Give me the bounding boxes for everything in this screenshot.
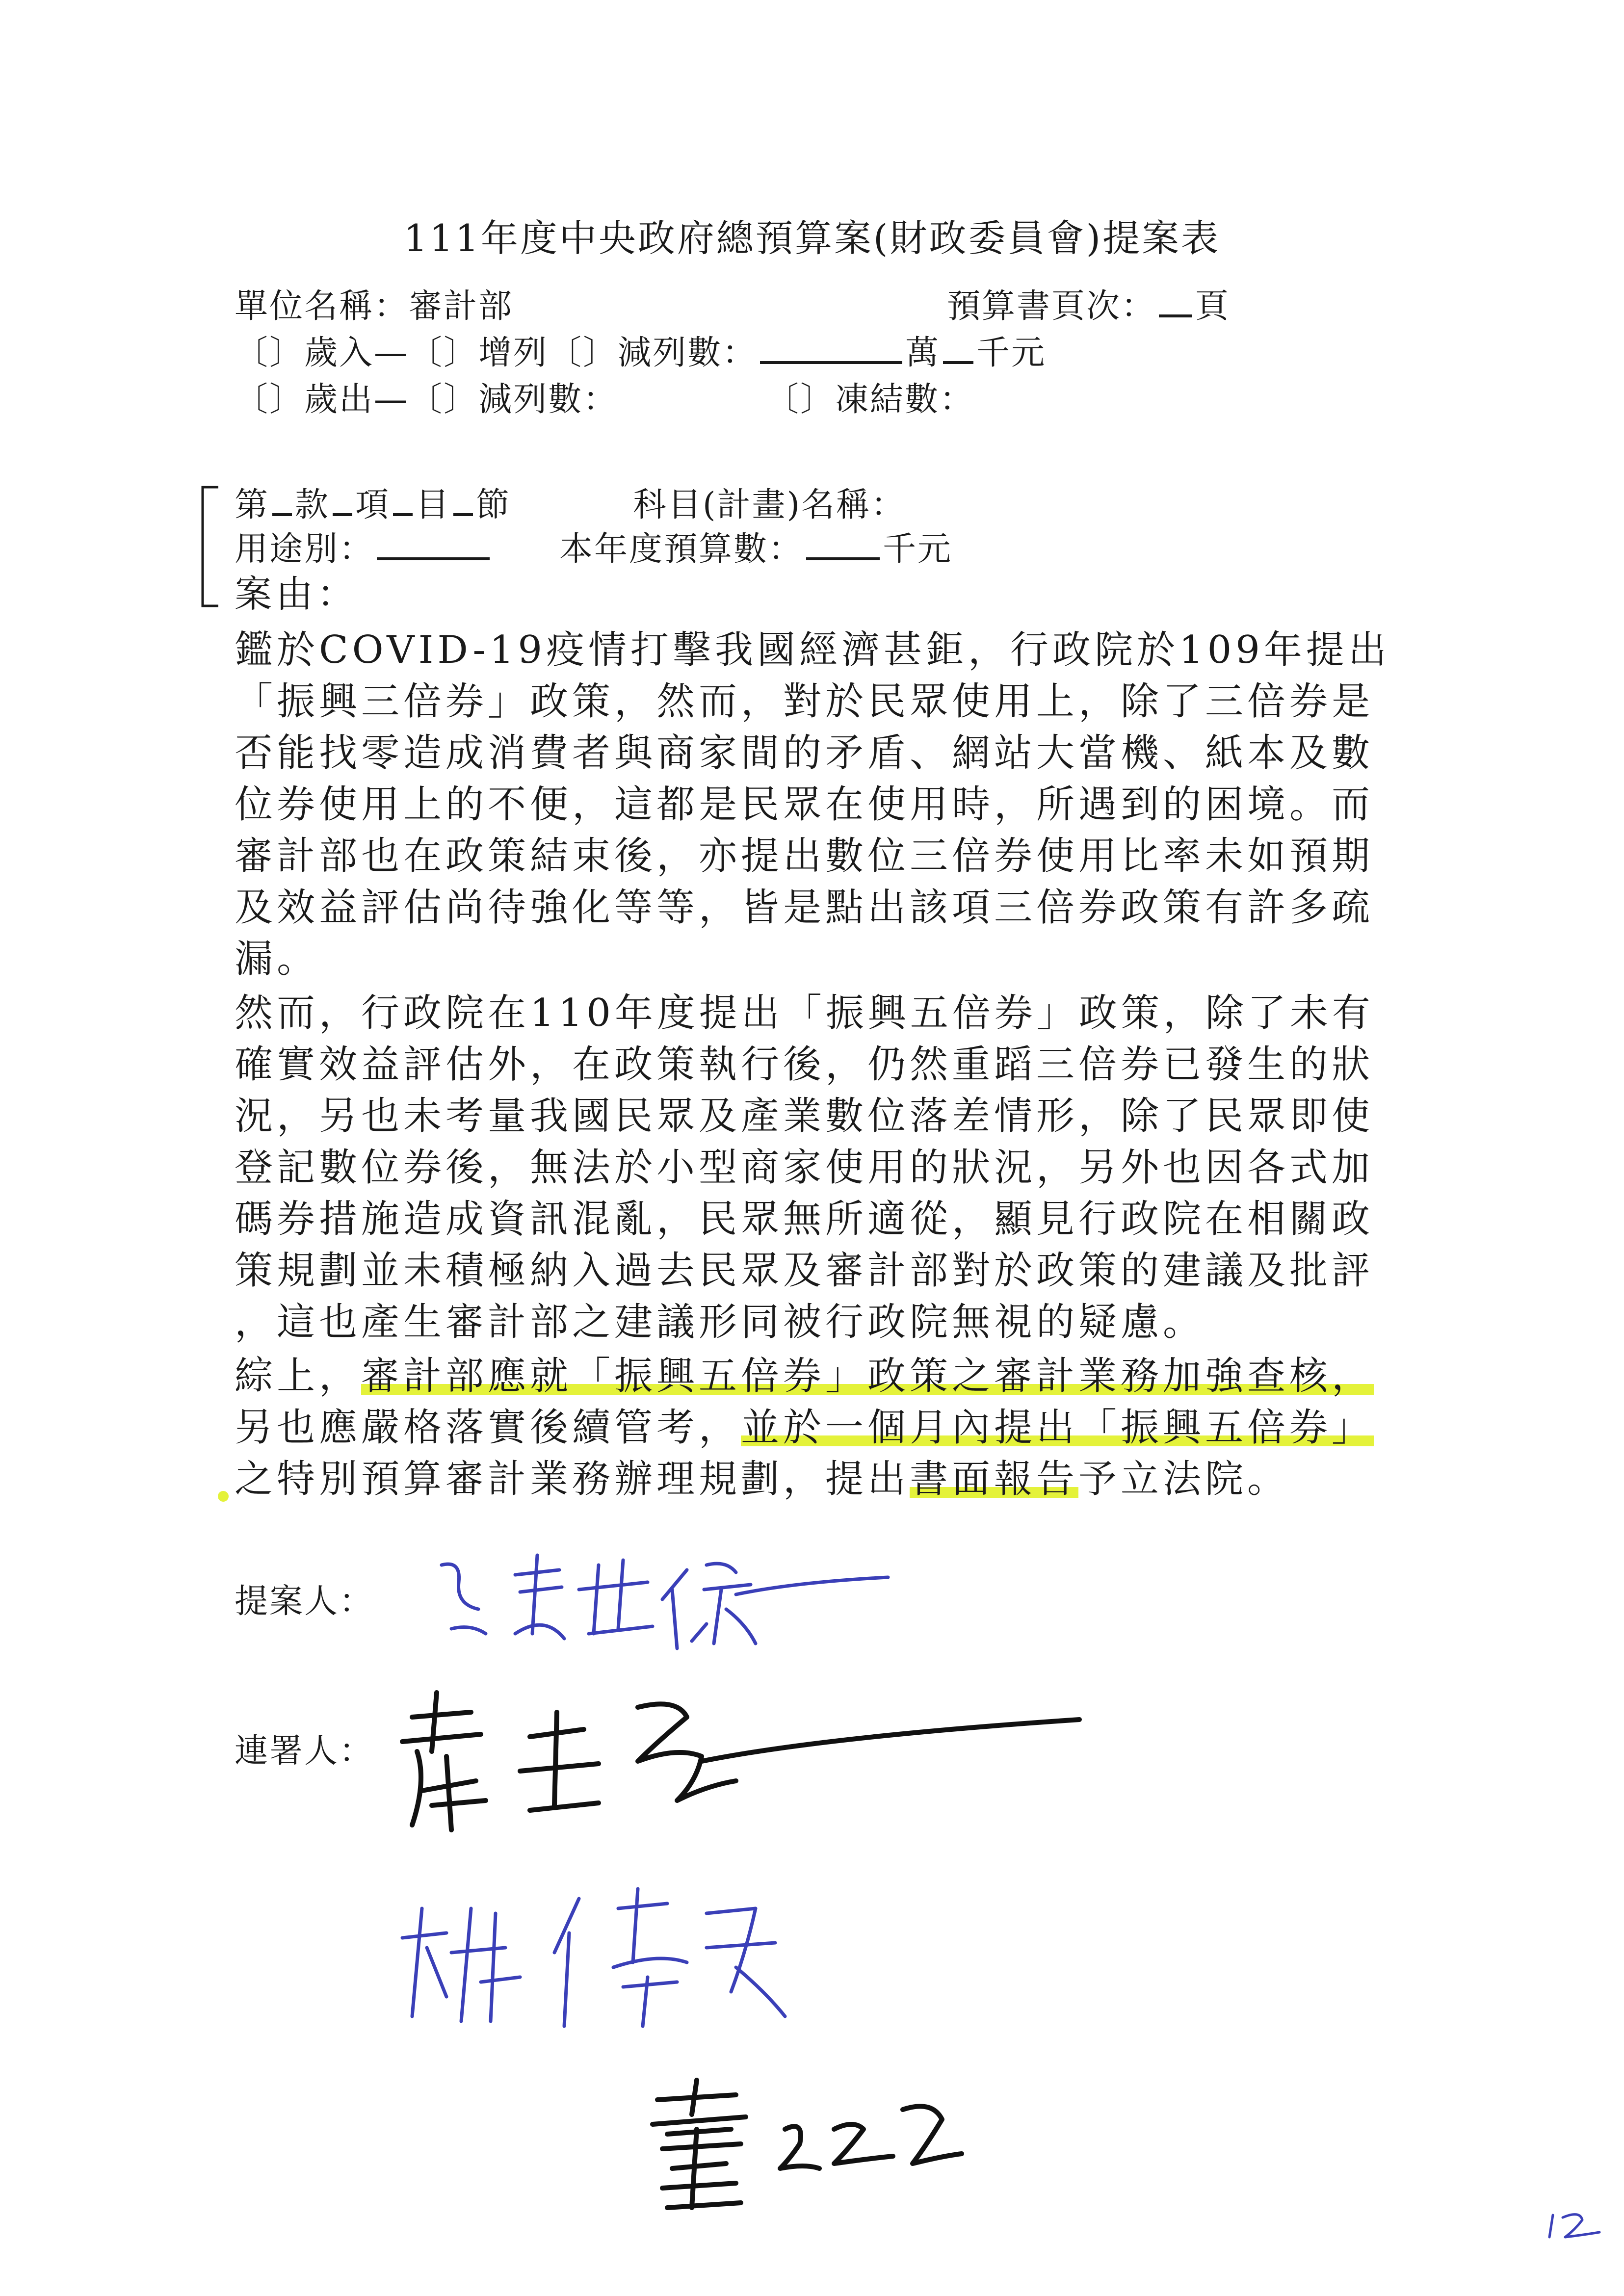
checkbox-open-bracket: 〔 <box>548 334 583 372</box>
freeze-field <box>765 373 974 420</box>
decrease-label: 減列數： <box>618 334 758 372</box>
expense-label: 歲出— <box>304 380 409 419</box>
body-line: ，這也產生審計部之建議形同被行政院無視的疑慮。 <box>235 1300 1205 1344</box>
increase-label: 增列 <box>478 334 549 372</box>
checkbox-close-bracket: 〕 <box>583 334 618 372</box>
budget-page-unit: 頁 <box>1195 287 1231 326</box>
body-line: 否能找零造成消費者與商家間的矛盾、網站大當機、紙本及數 <box>235 731 1374 775</box>
thousand-blank <box>943 333 973 364</box>
case-label: 案由： <box>235 572 358 616</box>
checkbox-open-bracket: 〔 <box>409 334 444 372</box>
highlighted-text: 審計部應就「振興五倍券」政策之審計業務加強查核， <box>361 1354 1374 1398</box>
body-line: 審計部也在政策結束後，亦提出數位三倍券使用比率未如預期 <box>235 834 1374 878</box>
cosigner-label: 連署人： <box>235 1732 374 1771</box>
checkbox-close-bracket: 〕 <box>269 334 305 372</box>
body-line: 況，另也未考量我國民眾及產業數位落差情形，除了民眾即使 <box>235 1094 1374 1138</box>
subject-name-label: 科目(計畫)名稱： <box>633 486 906 524</box>
summary-text: 另也應嚴格落實後續管考， <box>235 1406 741 1450</box>
budget-page-field <box>947 280 1230 327</box>
item-block-bracket <box>194 483 223 611</box>
checkbox-open-bracket: 〔 <box>765 380 801 419</box>
body-line: 登記數位券後，無法於小型商家使用的狀況，另外也因各式加 <box>235 1146 1374 1190</box>
highlighted-text: 並於一個月內提出「振興五倍券」 <box>741 1406 1374 1450</box>
checkbox-open-bracket: 〔 <box>235 380 270 419</box>
cosigner-signature-1 <box>383 1683 1094 1840</box>
highlighted-text: 書面報告 <box>910 1457 1079 1501</box>
annual-budget-field <box>559 522 952 570</box>
annual-budget-label: 本年度預算數： <box>559 530 804 569</box>
annual-budget-unit: 千元 <box>883 530 953 569</box>
annual-budget-blank <box>806 529 880 560</box>
jie-label: 節 <box>476 486 511 524</box>
body-line: 然而，行政院在110年度提出「振興五倍券」政策，除了未有 <box>235 991 1374 1035</box>
summary-line-2 <box>235 1397 1374 1452</box>
checkbox-close-bracket: 〕 <box>444 334 479 372</box>
revenue-row <box>235 326 1046 374</box>
body-line: 「振興三倍券」政策，然而，對於民眾使用上，除了三倍券是 <box>235 679 1374 724</box>
jie-blank <box>453 485 473 516</box>
body-line: 確實效益評估外，在政策執行後，仍然重蹈三倍券已發生的狀 <box>235 1043 1374 1087</box>
expense-row <box>235 373 618 420</box>
checkbox-close-bracket: 〕 <box>800 380 836 419</box>
cosigner-signature-3 <box>638 2070 981 2218</box>
cosigner-signature-2 <box>393 1879 810 2036</box>
body-line: 策規劃並未積極納入過去民眾及審計部對於政策的建議及批評 <box>235 1249 1374 1293</box>
usage-label: 用途別： <box>235 530 374 569</box>
highlighter-dot <box>216 1489 231 1504</box>
summary-text: 予立法院。 <box>1078 1457 1290 1501</box>
summary-text: 之特別預算審計業務辦理規劃，提出 <box>235 1457 910 1501</box>
expense-decrease-label: 減列數： <box>478 380 618 419</box>
decrease-amount-blank <box>760 333 902 364</box>
budget-page-blank <box>1159 286 1192 317</box>
proposer-label: 提案人： <box>235 1582 374 1621</box>
wan-unit: 萬 <box>905 334 941 372</box>
body-line: 漏。 <box>235 937 319 981</box>
page-number <box>1545 2208 1604 2242</box>
summary-prefix: 綜上， <box>235 1354 362 1398</box>
di-label: 第 <box>235 486 270 524</box>
xiang-blank <box>333 485 352 516</box>
body-line: 及效益評估尚待強化等等，皆是點出該項三倍券政策有許多疏 <box>235 886 1374 930</box>
checkbox-close-bracket: 〕 <box>444 380 479 419</box>
budget-page-label: 預算書頁次： <box>947 287 1156 326</box>
document-title: 111年度中央政府總預算案(財政委員會)提案表 <box>403 216 1221 260</box>
thousand-unit: 千元 <box>976 334 1047 372</box>
summary-line-3 <box>235 1448 1289 1503</box>
proposer-signature <box>432 1536 898 1663</box>
xiang-label: 項 <box>355 486 391 524</box>
mu-label: 目 <box>416 486 451 524</box>
item-location-row <box>235 478 511 526</box>
freeze-label: 凍結數： <box>835 380 975 419</box>
kuan-blank <box>272 485 292 516</box>
unit-name: 單位名稱：審計部 <box>235 287 514 326</box>
body-line: 碼券措施造成資訊混亂，民眾無所適從，顯見行政院在相關政 <box>235 1197 1374 1241</box>
kuan-label: 款 <box>295 486 330 524</box>
checkbox-open-bracket: 〔 <box>235 334 270 372</box>
mu-blank <box>393 485 413 516</box>
body-line: 鑑於COVID-19疫情打擊我國經濟甚鉅，行政院於109年提出 <box>235 628 1390 672</box>
body-line: 位券使用上的不便，這都是民眾在使用時，所遇到的困境。而 <box>235 783 1374 827</box>
checkbox-open-bracket: 〔 <box>409 380 444 419</box>
summary-line-1 <box>235 1345 1374 1400</box>
revenue-label: 歲入— <box>304 334 409 372</box>
checkbox-close-bracket: 〕 <box>269 380 305 419</box>
usage-field <box>235 522 493 570</box>
usage-blank <box>377 529 490 560</box>
